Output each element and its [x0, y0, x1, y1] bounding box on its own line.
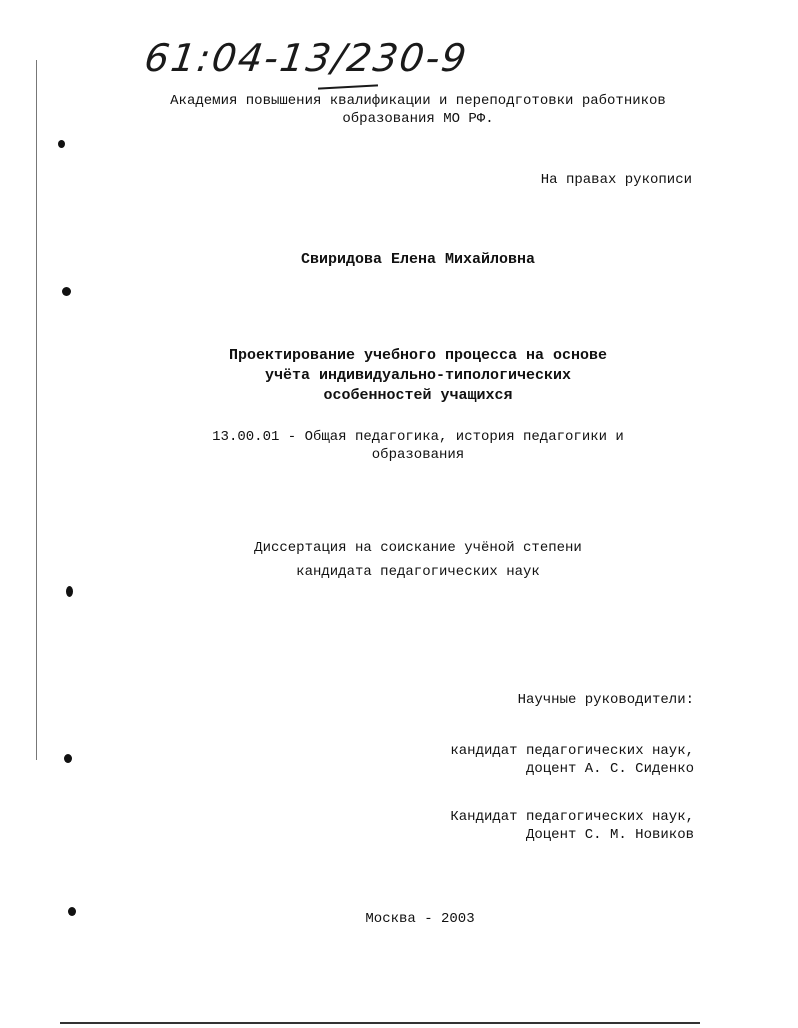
- specialty: [80, 428, 756, 464]
- handwritten-slash-underline: [318, 84, 378, 89]
- scan-punch-mark: [66, 586, 73, 597]
- degree-statement: [80, 536, 756, 584]
- scan-punch-mark: [58, 140, 65, 148]
- supervisor-second-line-2: Доцент С. М. Новиков: [525, 827, 694, 843]
- degree-line-1: Диссертация на соискание учёной степени: [254, 540, 582, 556]
- dissertation-title: [80, 346, 756, 406]
- supervisor-first-line-2: доцент А. С. Сиденко: [525, 761, 694, 777]
- specialty-line-2: образования: [371, 447, 465, 463]
- manuscript-note: На правах рукописи: [540, 172, 692, 188]
- scan-punch-mark: [64, 754, 72, 763]
- scan-punch-mark: [62, 287, 71, 296]
- supervisor-first: [450, 742, 694, 778]
- scan-punch-mark: [68, 907, 76, 916]
- degree-line-2: кандидата педагогических наук: [296, 564, 540, 580]
- institution-line-2: образования МО РФ.: [342, 111, 494, 127]
- city-year: Москва - 2003: [365, 911, 475, 927]
- supervisors-heading: Научные руководители:: [517, 692, 694, 708]
- title-line-3: особенностей учащихся: [323, 387, 513, 404]
- specialty-line-1: 13.00.01 - Общая педагогика, история педагогики и: [212, 429, 624, 445]
- scan-bottom-edge: [60, 1022, 700, 1024]
- handwritten-archive-code: 61:04-13/230-9: [141, 36, 471, 80]
- scan-margin-line: [36, 60, 37, 760]
- supervisor-second: [450, 808, 694, 844]
- institution-name: [100, 92, 736, 128]
- title-line-1: Проектирование учебного процесса на основе: [228, 347, 608, 364]
- supervisor-first-line-1: кандидат педагогических наук,: [450, 743, 694, 759]
- title-line-2: учёта индивидуально-типологических: [264, 367, 572, 384]
- institution-line-1: Академия повышения квалификации и переподготовки работников: [170, 93, 666, 109]
- supervisor-second-line-1: Кандидат педагогических наук,: [450, 809, 694, 825]
- author-name: Свиридова Елена Михайловна: [300, 251, 536, 268]
